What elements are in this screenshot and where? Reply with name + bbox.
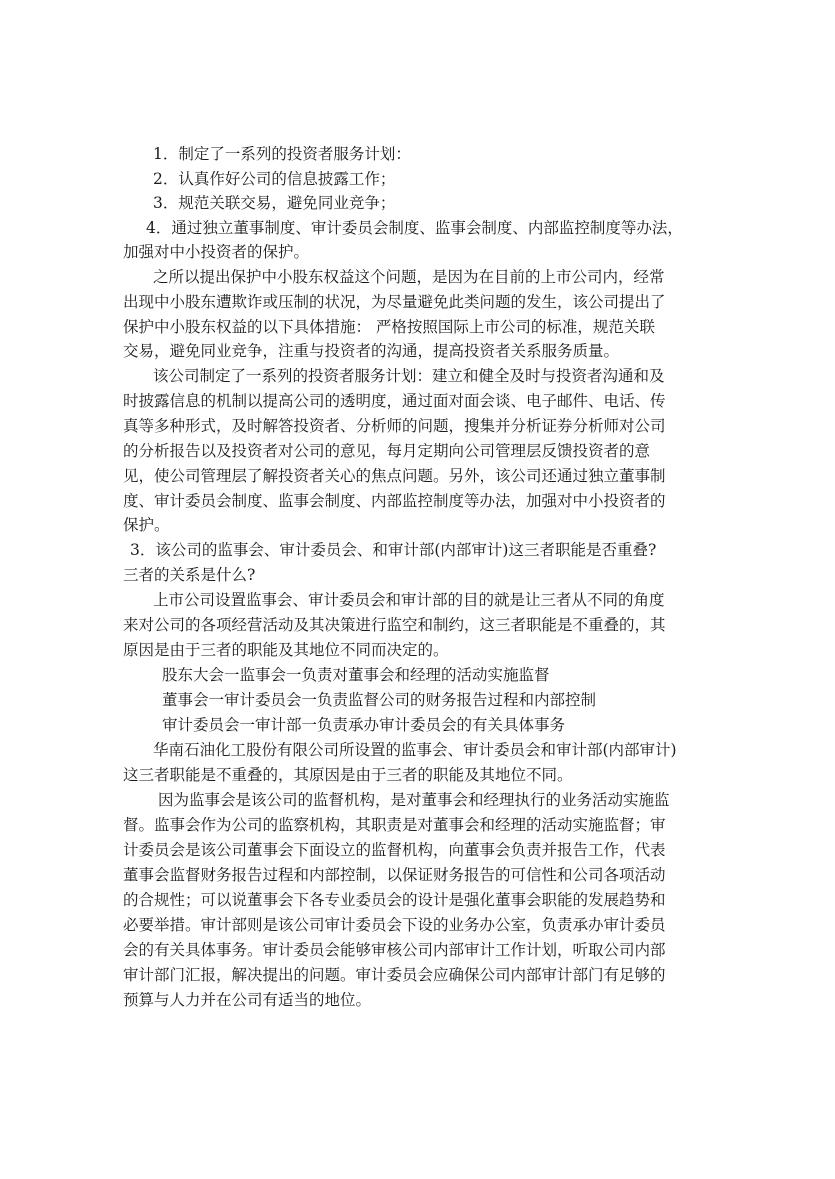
text-line: 该公司制定了一系列的投资者服务计划：建立和健全及时与投资者沟通和及: [153, 367, 665, 385]
text-line: 3．该公司的监事会、审计委员会、和审计部(内部审计)这三者职能是否重叠?: [130, 541, 657, 559]
text-line: 会的有关具体事务。审计委员会能够审核公司内部审计工作计划，听取公司内部: [123, 941, 666, 959]
text-line: 上市公司设置监事会、审计委员会和审计部的目的就是让三者从不同的角度: [153, 591, 665, 609]
text-line: 3．规范关联交易，避免同业竞争；: [153, 194, 396, 212]
text-line: 审计部门汇报，解决提出的问题。审计委员会应确保公司内部审计部门有足够的: [123, 966, 666, 984]
text-line: 出现中小股东遭欺诈或压制的状况，为尽量避免此类问题的发生，该公司提出了: [123, 293, 666, 311]
text-line: 必要举措。审计部则是该公司审计委员会下设的业务办公室，负责承办审计委员: [123, 916, 666, 934]
text-line: 之所以提出保护中小股东权益这个问题，是因为在目前的上市公司内，经常: [153, 268, 665, 286]
text-line: 保护中小股东权益的以下具体措施： 严格按照国际上市公司的标准，规范关联: [123, 318, 655, 336]
text-line: 原因是由于三者的职能及其地位不同而决定的。: [123, 641, 449, 659]
text-line: 的合规性；可以说董事会下各专业委员会的设计是强化董事会职能的发展趋势和: [123, 891, 666, 909]
text-line: 见，使公司管理层了解投资者关心的焦点问题。另外，该公司还通过独立董事制: [123, 467, 666, 485]
text-line: 度、审计委员会制度、监事会制度、内部监控制度等办法，加强对中小投资者的: [123, 492, 666, 510]
text-line: 董事会监督财务报告过程和内部控制，以保证财务报告的可信性和公司各项活动: [123, 866, 666, 884]
text-line: 股东大会一监事会一负责对董事会和经理的活动实施监督: [162, 666, 550, 684]
text-line: 这三者职能是不重叠的，其原因是由于三者的职能及其地位不同。: [123, 766, 573, 784]
text-line: 保护。: [123, 516, 170, 534]
text-line: 预算与人力并在公司有适当的地位。: [123, 991, 372, 1009]
text-line: 时披露信息的机制以提高公司的透明度，通过面对面会谈、电子邮件、电话、传: [123, 392, 666, 410]
text-line: 三者的关系是什么?: [123, 566, 256, 584]
text-line: 4．通过独立董事制度、审计委员会制度、监事会制度、内部监控制度等办法，: [146, 219, 683, 237]
text-line: 真等多种形式，及时解答投资者、分析师的问题，搜集并分析证券分析师对公司: [123, 417, 666, 435]
text-line: 的分析报告以及投资者对公司的意见，每月定期向公司管理层反馈投资者的意: [123, 442, 651, 460]
text-line: 来对公司的各项经营活动及其决策进行监空和制约，这三者职能是不重叠的，其: [123, 616, 666, 634]
text-line: 董事会一审计委员会一负责监督公司的财务报告过程和内部控制: [162, 691, 597, 709]
text-line: 1．制定了一系列的投资者服务计划：: [153, 145, 411, 163]
text-line: 督。监事会作为公司的监察机构，其职责是对董事会和经理的活动实施监督；审: [123, 816, 666, 834]
text-line: 华南石油化工股份有限公司所设置的监事会、审计委员会和审计部(内部审计): [153, 741, 677, 759]
text-line: 加强对中小投资者的保护。: [123, 243, 310, 261]
text-line: 因为监事会是该公司的监督机构，是对董事会和经理执行的业务活动实施监: [158, 791, 670, 809]
text-line: 计委员会是该公司董事会下面设立的监督机构，向董事会负责并报告工作，代表: [123, 841, 666, 859]
text-line: 2．认真作好公司的信息披露工作；: [153, 170, 396, 188]
text-line: 审计委员会一审计部一负责承办审计委员会的有关具体事务: [162, 716, 566, 734]
text-line: 交易，避免同业竞争，注重与投资者的沟通，提高投资者关系服务质量。: [123, 342, 620, 360]
